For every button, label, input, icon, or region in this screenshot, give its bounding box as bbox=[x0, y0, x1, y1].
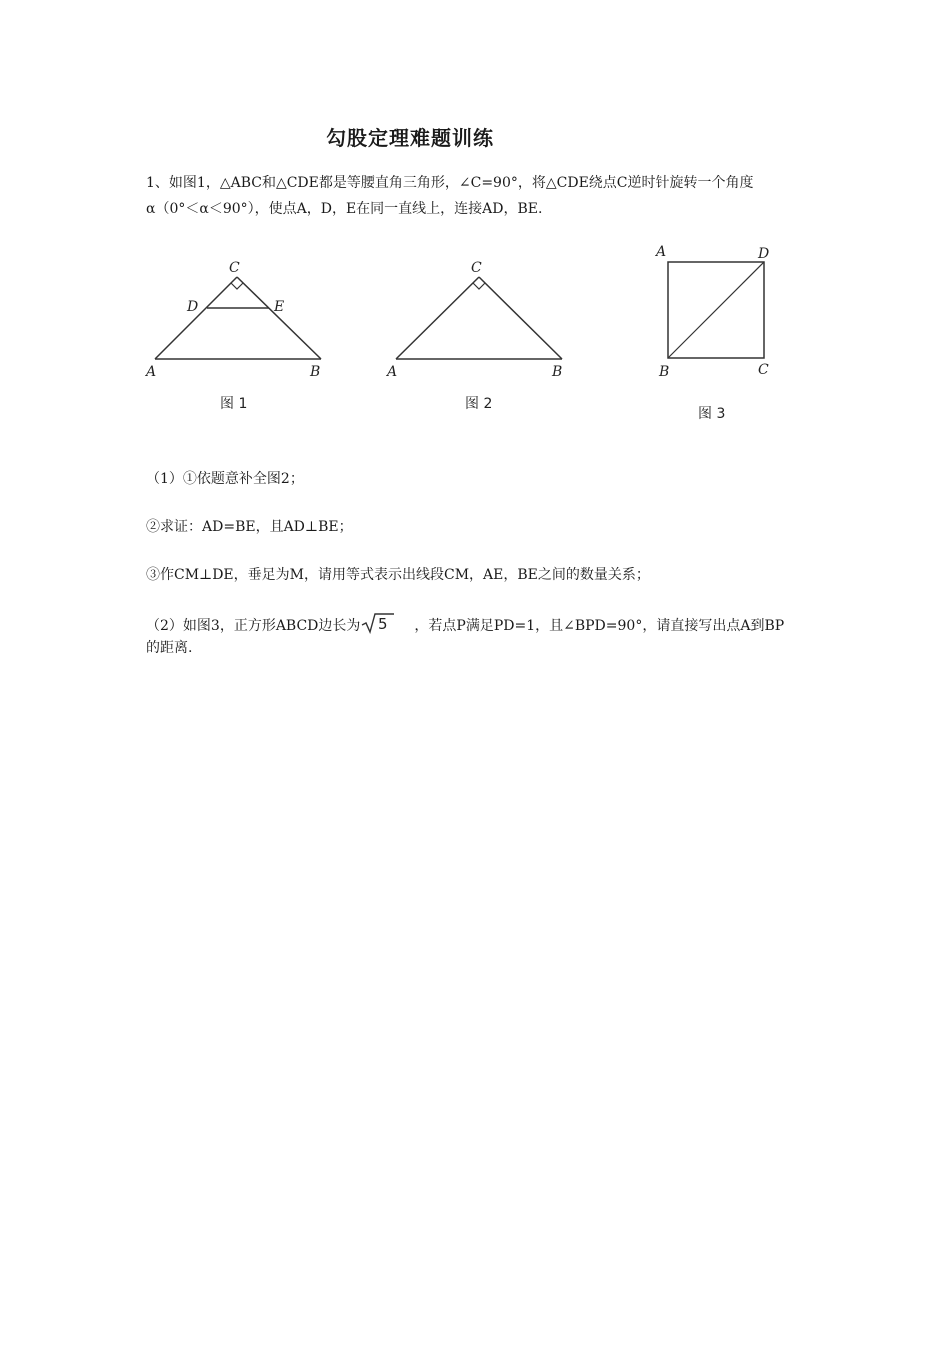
label-b: B bbox=[310, 364, 321, 380]
label-a: A bbox=[387, 364, 398, 380]
label-c: C bbox=[758, 362, 769, 378]
diagonal-bd bbox=[668, 262, 764, 358]
figure-1 bbox=[140, 238, 340, 428]
label-d: D bbox=[187, 299, 199, 315]
part-2-before: （2）如图3，正方形ABCD边长为 bbox=[146, 618, 361, 634]
right-angle-mark bbox=[231, 283, 243, 289]
figure-2 bbox=[385, 238, 585, 428]
label-a: A bbox=[146, 364, 157, 380]
label-e: E bbox=[274, 299, 285, 315]
segment-bc bbox=[479, 277, 562, 359]
sub-question-2: ②求证：AD=BE，且AD⊥BE； bbox=[146, 519, 353, 535]
question-1-line-1: 1、如图1，△ABC和△CDE都是等腰直角三角形，∠C=90°，将△CDE绕点C逆时针旋转一个角度 bbox=[146, 175, 754, 191]
label-c: C bbox=[229, 260, 240, 276]
label-c: C bbox=[471, 260, 482, 276]
segment-bc bbox=[237, 277, 321, 359]
label-d: D bbox=[758, 246, 770, 262]
sqrt-five bbox=[360, 612, 396, 632]
page-title: 勾股定理难题训练 bbox=[326, 126, 494, 150]
label-b: B bbox=[659, 364, 670, 380]
figure-3-caption: 图 3 bbox=[698, 406, 726, 422]
part-2-line-1 bbox=[146, 612, 816, 637]
label-b: B bbox=[552, 364, 563, 380]
figures-row bbox=[140, 238, 800, 438]
part-2-text bbox=[146, 612, 816, 659]
figure-1-caption: 图 1 bbox=[220, 396, 248, 412]
segment-ac bbox=[396, 277, 479, 359]
question-1-text bbox=[146, 170, 816, 222]
right-angle-mark bbox=[473, 283, 485, 289]
part-2-line-2: 的距离. bbox=[146, 640, 193, 656]
figure-3 bbox=[648, 238, 798, 428]
part-2-after: ，若点P满足PD=1，且∠BPD=90°，请直接写出点A到BP bbox=[414, 618, 785, 634]
sub-question-1: （1）①依题意补全图2； bbox=[146, 471, 304, 487]
segment-ac bbox=[155, 277, 237, 359]
sub-question-3: ③作CM⊥DE，垂足为M，请用等式表示出线段CM，AE，BE之间的数量关系； bbox=[146, 567, 650, 583]
figure-2-caption: 图 2 bbox=[465, 396, 493, 412]
label-a: A bbox=[656, 244, 667, 260]
radicand: 5 bbox=[378, 615, 388, 633]
question-1-line-2: α（0°＜α＜90°），使点A，D，E在同一直线上，连接AD，BE. bbox=[146, 201, 543, 217]
